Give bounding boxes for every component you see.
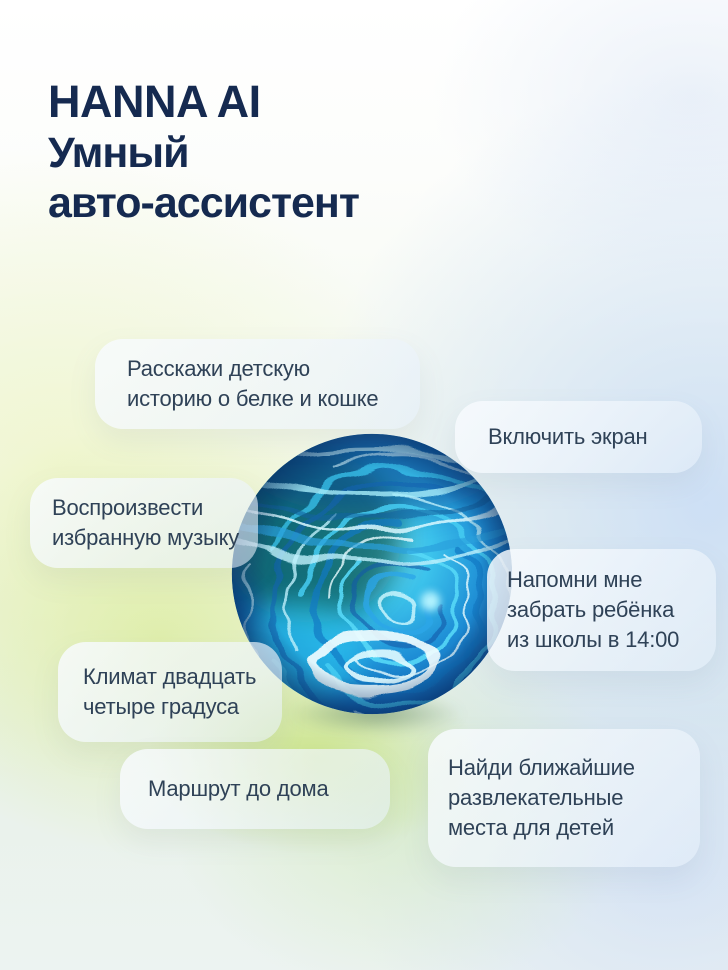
bubble-line: четыре градуса <box>83 694 239 719</box>
subtitle-line-2: авто-ассистент <box>48 179 359 227</box>
bubble-line: избранную музыку <box>52 525 240 550</box>
bubble-line: Найди ближайшие <box>448 755 635 780</box>
bubble-line: места для детей <box>448 815 614 840</box>
brand-name: HANNA AI <box>48 76 261 127</box>
bubble-line: Воспроизвести <box>52 495 204 520</box>
bubble-line: Климат двадцать <box>83 664 257 689</box>
page-title <box>48 76 359 228</box>
bubble-route-home <box>120 749 390 829</box>
bubble-find-places <box>428 729 700 867</box>
bubble-line: из школы в 14:00 <box>507 627 680 652</box>
bubble-climate <box>58 642 282 742</box>
bubble-line: Маршрут до дома <box>148 776 329 801</box>
bubble-line: историю о белке и кошке <box>127 386 379 411</box>
bubble-line: Расскажи детскую <box>127 356 310 381</box>
bubble-tell-story <box>95 339 420 429</box>
bubble-line: развлекательные <box>448 785 624 810</box>
bubble-line: Включить экран <box>488 424 648 449</box>
bubble-play-music <box>30 478 258 568</box>
bubble-line: Напомни мне <box>507 567 643 592</box>
subtitle-line-1: Умный <box>48 129 189 177</box>
bubble-reminder <box>487 549 716 671</box>
bubble-turn-on-screen <box>455 401 702 473</box>
bubble-line: забрать ребёнка <box>507 597 675 622</box>
